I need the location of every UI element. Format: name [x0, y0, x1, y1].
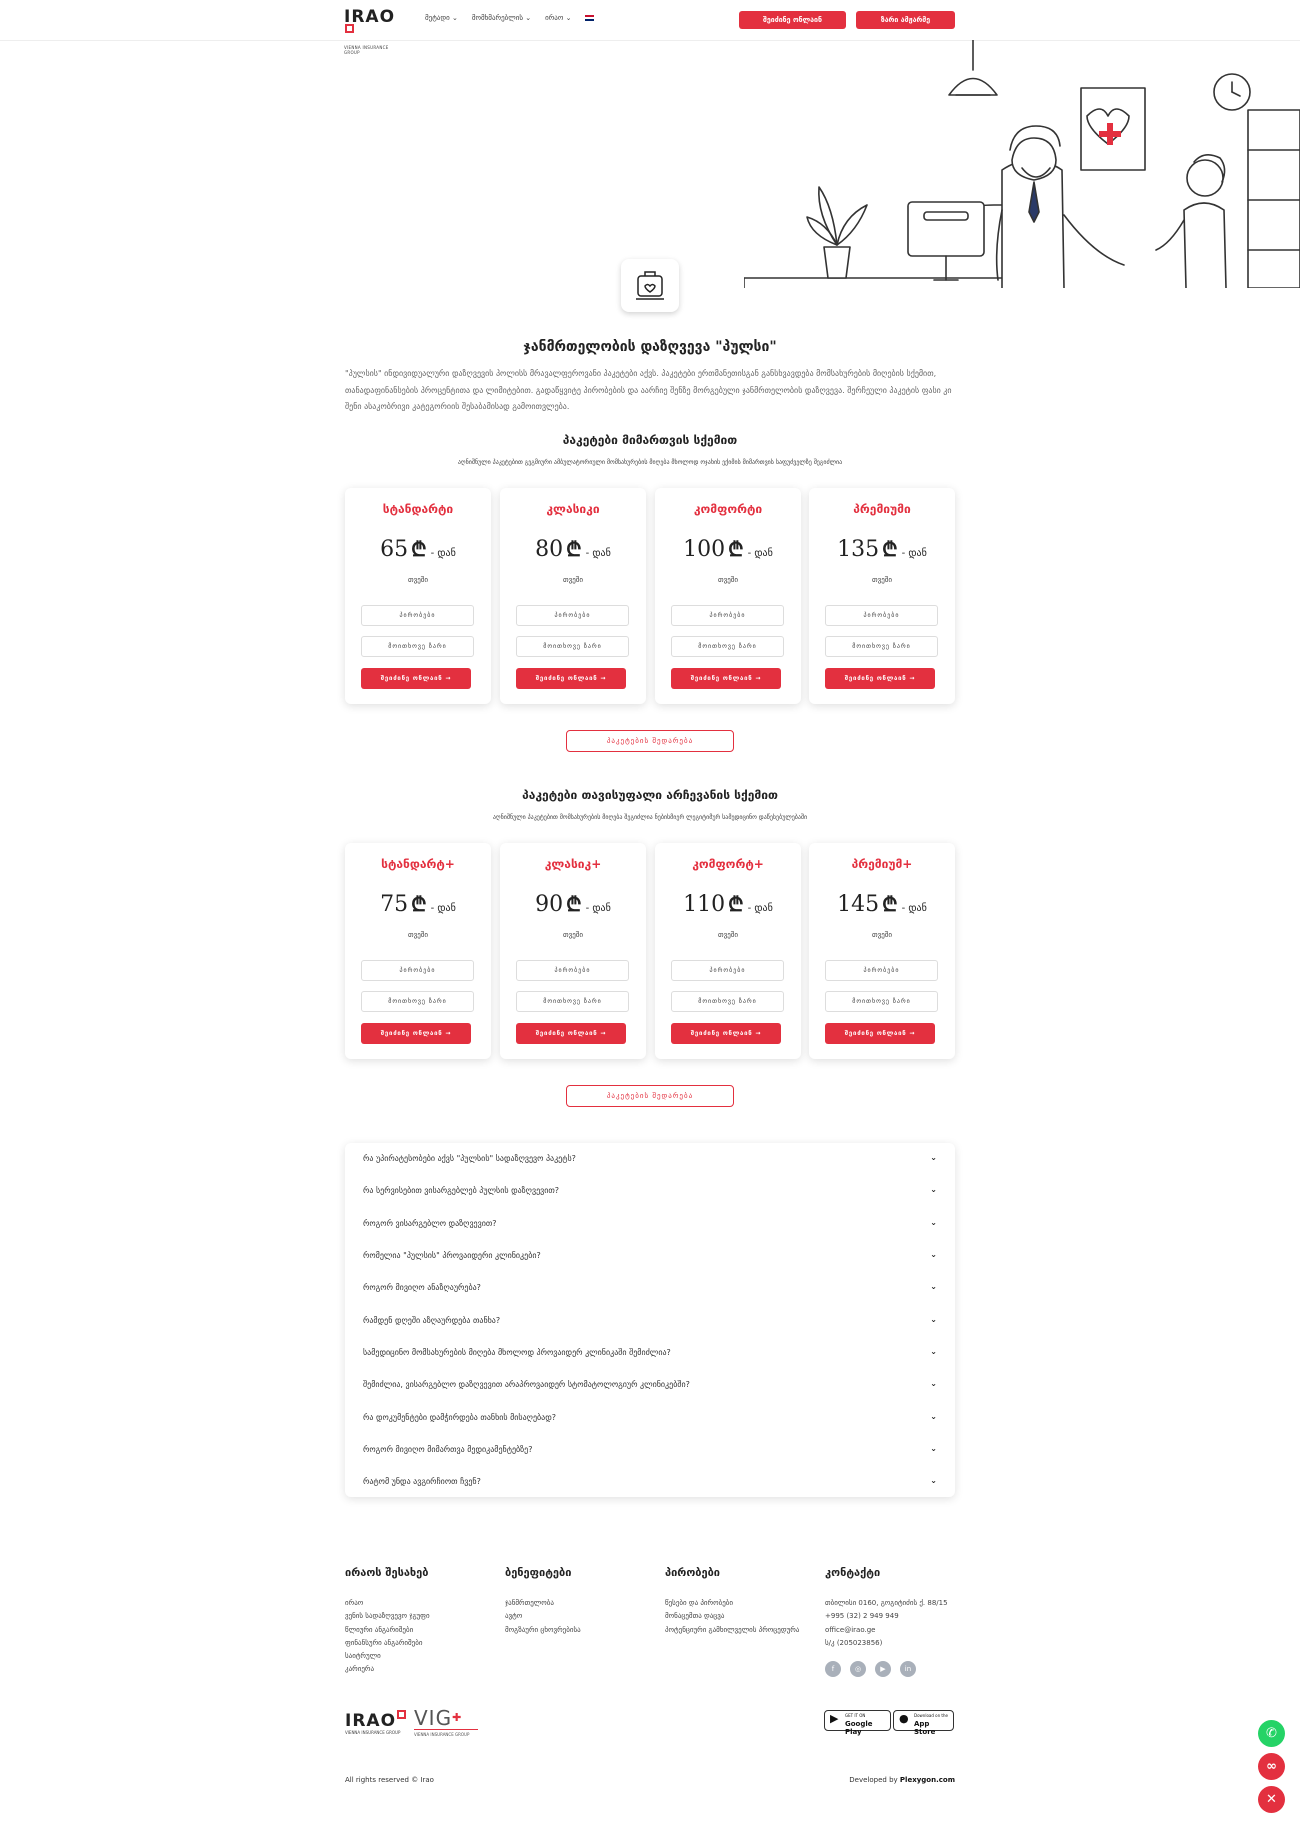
package-card-standard-plus — [345, 843, 491, 1059]
section-title-referral: პაკეტები მიმართვის სქემით — [562, 433, 738, 447]
chevron-down-icon: ⌄ — [451, 14, 458, 22]
youtube-icon[interactable]: ▶ — [875, 1661, 891, 1677]
package-card-comfort-plus — [655, 843, 801, 1059]
page-title: ჯანმრთელობის დაზღვევა "პულსი" — [523, 339, 777, 355]
instagram-icon[interactable]: ◎ — [850, 1661, 866, 1677]
hero-illustration — [744, 40, 1300, 288]
footer-list-contact — [825, 1597, 948, 1650]
medical-kit-icon — [621, 259, 679, 312]
chevron-down-icon: ⌄ — [930, 1476, 937, 1485]
footer-link[interactable]: პოტენციური გამხილველის პროცედურა — [665, 1625, 800, 1634]
package-name: სტანდარტ+ — [381, 857, 455, 871]
faq-item[interactable]: რატომ უნდა ავგირჩიოთ ჩვენ? ⌄ — [363, 1476, 937, 1486]
chevron-down-icon: ⌄ — [930, 1282, 937, 1291]
terms-button[interactable]: პირობები — [516, 960, 629, 981]
terms-button[interactable]: პირობები — [671, 605, 784, 626]
chevron-down-icon: ⌄ — [930, 1185, 937, 1194]
buy-online-button[interactable]: შეიძინე ონლაინ → — [516, 1023, 626, 1044]
footer-link[interactable]: ირაო — [345, 1599, 364, 1607]
footer-link[interactable]: ჯანმრთელობა — [505, 1599, 554, 1607]
uk-flag-icon[interactable] — [585, 15, 594, 21]
package-price: 80 ₾ - დან — [535, 537, 611, 562]
footer-heading-about: ირაოს შესახებ — [345, 1566, 429, 1579]
whatsapp-icon[interactable]: ✆ — [1258, 1720, 1285, 1747]
footer-link[interactable]: ფინანსური ანგარიშები — [345, 1638, 423, 1647]
referral-packages — [345, 488, 955, 704]
footer-link[interactable]: მონაცემთა დაცვა — [665, 1612, 725, 1621]
faq-item[interactable]: რამდენ დღეში აზღაურდება თანხა? ⌄ — [363, 1315, 937, 1325]
nav-item-individuals[interactable]: მეტადი ⌄ — [425, 14, 458, 22]
link-icon[interactable]: ∞ — [1258, 1753, 1285, 1780]
package-period: თვეში — [563, 931, 583, 939]
request-call-button[interactable]: მოითხოვე ზარი — [825, 636, 938, 657]
compare-packages-button[interactable]: პაკეტების შედარება — [566, 1085, 734, 1107]
footer-link[interactable]: ავტო — [505, 1612, 523, 1621]
chevron-down-icon: ⌄ — [930, 1347, 937, 1356]
intro-paragraph: "პულსის" ინდივიდუალური დაზღვევის პოლისს მრავალფეროვანი პაკეტები აქვს. პაკეტები ერთმანეთისგან განსხვავდება მომსახურების მიღების სქემით, თანადაფინანსების პროცენტითა და ლიმიტებით. გადაწყვიტე პირობების და აარჩიე შენზე მორგებული ჯანმრთელობის დაზღვევა. შერჩეული პაკეტის ფასი კი შენი ასაკობრივი კატეგორიის შესაბამისად გამოითვლება. — [345, 369, 952, 411]
footer-list-about — [345, 1597, 430, 1677]
footer-heading-terms: პირობები — [665, 1566, 720, 1579]
faq-item[interactable]: როგორ ვისარგებლო დაზღვევით? ⌄ — [363, 1218, 937, 1228]
package-price: 75 ₾ - დან — [380, 892, 456, 917]
close-icon[interactable]: ✕ — [1258, 1786, 1285, 1813]
request-call-button[interactable]: მოითხოვე ზარი — [516, 991, 629, 1012]
site-header — [0, 0, 1300, 55]
buy-online-button[interactable]: შეიძინე ონლაინ → — [361, 668, 471, 689]
chevron-down-icon: ⌄ — [930, 1153, 937, 1162]
request-call-button[interactable]: მოითხოვე ზარი — [361, 636, 474, 657]
chevron-down-icon: ⌄ — [930, 1444, 937, 1453]
package-card-classic — [500, 488, 646, 704]
buy-online-button[interactable]: შეიძინე ონლაინ → — [361, 1023, 471, 1044]
package-name: სტანდარტი — [382, 502, 454, 516]
copyright: All rights reserved © Irao — [345, 1776, 434, 1784]
footer-link[interactable]: წლიური ანგარიშები — [345, 1625, 414, 1634]
package-period: თვეში — [408, 931, 428, 939]
developer-link[interactable]: Plexygon.com — [899, 1776, 955, 1784]
faq-item[interactable]: რომელია "პულსის" პროვაიდერი კლინიკები? ⌄ — [363, 1250, 937, 1260]
package-name: კომფორტი — [693, 502, 763, 516]
compare-packages-button[interactable]: პაკეტების შედარება — [566, 730, 734, 752]
package-period: თვეში — [718, 576, 738, 584]
package-name: კომფორტ+ — [692, 857, 764, 871]
request-call-button[interactable]: ზარი ამჟარმე — [856, 11, 955, 29]
package-name: პრემიუმ+ — [851, 857, 913, 871]
package-period: თვეში — [408, 576, 428, 584]
irao-logo[interactable]: IRAO VIENNA INSURANCE GROUP — [344, 8, 404, 34]
nav-item-clients[interactable]: მომხმარებლის ⌄ — [471, 14, 532, 22]
facebook-icon[interactable]: f — [825, 1661, 841, 1677]
request-call-button[interactable]: მოითხოვე ზარი — [825, 991, 938, 1012]
buy-online-button[interactable]: შეიძინე ონლაინ → — [825, 668, 935, 689]
chevron-down-icon: ⌄ — [930, 1379, 937, 1388]
chevron-down-icon: ⌄ — [565, 14, 572, 22]
google-play-badge[interactable]: ▶ GET IT ON Google Play — [824, 1710, 891, 1731]
footer-link[interactable]: ვენის სადაზღვევო ჯგუფი — [345, 1612, 430, 1621]
footer-link[interactable]: წესები და პირობები — [665, 1599, 734, 1607]
package-price: 100 ₾ - დან — [683, 537, 773, 562]
chevron-down-icon: ⌄ — [525, 14, 532, 22]
footer-link[interactable]: საიტრული — [345, 1652, 381, 1661]
buy-online-button[interactable]: შეიძინე ონლაინ → — [671, 668, 781, 689]
chevron-down-icon: ⌄ — [930, 1250, 937, 1259]
faq-item[interactable]: რა სერვისებით ვისარგებლებ პულსის დაზღვევით? ⌄ — [363, 1185, 937, 1195]
play-store-icon: ▶ — [830, 1712, 839, 1725]
chevron-down-icon: ⌄ — [930, 1412, 937, 1421]
chevron-down-icon: ⌄ — [930, 1218, 937, 1227]
package-card-comfort — [655, 488, 801, 704]
package-price: 65 ₾ - დან — [380, 537, 456, 562]
request-call-button[interactable]: მოითხოვე ზარი — [516, 636, 629, 657]
terms-button[interactable]: პირობები — [825, 960, 938, 981]
free-choice-packages — [345, 843, 955, 1059]
contact-email[interactable]: office@irao.ge — [825, 1625, 876, 1634]
terms-button[interactable]: პირობები — [671, 960, 784, 981]
main-nav — [425, 14, 594, 22]
nav-item-irao[interactable]: ირაო ⌄ — [545, 14, 572, 22]
package-card-premium — [809, 488, 955, 704]
social-links — [825, 1661, 916, 1677]
faq-item[interactable]: შემიძლია, ვისარგებლო დაზღვევით არაპროვაიდერ სტომატოლოგიურ კლინიკებში? ⌄ — [363, 1379, 937, 1389]
package-period: თვეში — [563, 576, 583, 584]
section-subtitle-referral: აღნიშნული პაკეტებით გეგმიური ამბულატორიული მომსახურების მიღება მხოლოდ ოჯახის ექიმის მიმართვის საფუძველზე შეგიძლია — [457, 459, 843, 466]
package-name: კლასიკ+ — [544, 857, 602, 871]
doctor-clinic-illustration — [744, 40, 1300, 288]
contact-address: თბილისი 0160, გოგიტიძის ქ. 88/15 — [825, 1599, 948, 1607]
logo-tagline: VIENNA INSURANCE GROUP — [344, 45, 389, 55]
package-price: 110 ₾ - დან — [683, 892, 773, 917]
terms-button[interactable]: პირობები — [361, 605, 474, 626]
faq-item[interactable]: რა დოკუმენტები დამჭირდება თანხის მისაღებად? ⌄ — [363, 1412, 937, 1422]
package-card-premium-plus — [809, 843, 955, 1059]
request-call-button[interactable]: მოითხოვე ზარი — [671, 991, 784, 1012]
developer-credit: Developed by Plexygon.com — [849, 1776, 955, 1784]
contact-phone[interactable]: +995 (32) 2 949 949 — [825, 1612, 899, 1621]
app-store-badge[interactable]: ● Download on the App Store — [893, 1710, 954, 1731]
terms-button[interactable]: პირობები — [516, 605, 629, 626]
buy-online-button[interactable]: შეიძინე ონლაინ → — [825, 1023, 935, 1044]
footer-vig-logo[interactable]: VIG✚ VIENNA INSURANCE GROUP — [414, 1707, 478, 1742]
footer-list-terms — [665, 1597, 799, 1637]
request-call-button[interactable]: მოითხოვე ზარი — [671, 636, 784, 657]
package-period: თვეში — [872, 931, 892, 939]
package-card-standard — [345, 488, 491, 704]
buy-online-button[interactable]: შეიძინე ონლაინ → — [516, 668, 626, 689]
package-price: 90 ₾ - დან — [535, 892, 611, 917]
terms-button[interactable]: პირობები — [361, 960, 474, 981]
footer-list-benefits — [505, 1597, 581, 1637]
footer-link[interactable]: კარიერა — [345, 1665, 375, 1674]
package-price: 145 ₾ - დან — [837, 892, 927, 917]
package-name: კლასიკი — [546, 502, 600, 516]
faq-item[interactable]: რა უპირატესობები აქვს "პულსის" სადაზღვევო პაკეტს? ⌄ — [363, 1153, 937, 1163]
section-subtitle-free-choice: აღნიშნული პაკეტებით მომსახურების მიღება შეგიძლია ნებისმიერ ლეგიტიმურ სამედიცინო დაწესებულებაში — [492, 814, 808, 821]
terms-button[interactable]: პირობები — [825, 605, 938, 626]
faq-item[interactable]: სამედიცინო მომსახურების მიღება მხოლოდ პროვაიდერ კლინიკაში შემიძლია? ⌄ — [363, 1347, 937, 1357]
footer-heading-contact: კონტაქტი — [825, 1566, 881, 1579]
footer-heading-benefits: ბენეფიტები — [505, 1566, 572, 1579]
buy-online-button[interactable]: შეიძინე ონლაინ — [739, 11, 846, 29]
footer-irao-logo[interactable]: IRAO VIENNA INSURANCE GROUP — [345, 1712, 409, 1742]
package-card-classic-plus — [500, 843, 646, 1059]
section-title-free-choice: პაკეტები თავისუფალი არჩევანის სქემით — [522, 788, 778, 802]
footer-link[interactable]: მოგზაური ცხოვრებისა — [505, 1625, 581, 1634]
faq-item[interactable]: როგორ მივიღო მიმართვა მედიკამენტებზე? ⌄ — [363, 1444, 937, 1454]
buy-online-button[interactable]: შეიძინე ონლაინ → — [671, 1023, 781, 1044]
package-price: 135 ₾ - დან — [837, 537, 927, 562]
linkedin-icon[interactable]: in — [900, 1661, 916, 1677]
chevron-down-icon: ⌄ — [930, 1315, 937, 1324]
faq-item[interactable]: როგორ მივიღო ანაზღაურება? ⌄ — [363, 1282, 937, 1292]
faq-accordion — [345, 1143, 955, 1497]
package-name: პრემიუმი — [853, 502, 911, 516]
contact-id: ს/კ (205023856) — [825, 1638, 883, 1647]
package-period: თვეში — [872, 576, 892, 584]
request-call-button[interactable]: მოითხოვე ზარი — [361, 991, 474, 1012]
apple-icon: ● — [899, 1712, 909, 1725]
package-period: თვეში — [718, 931, 738, 939]
